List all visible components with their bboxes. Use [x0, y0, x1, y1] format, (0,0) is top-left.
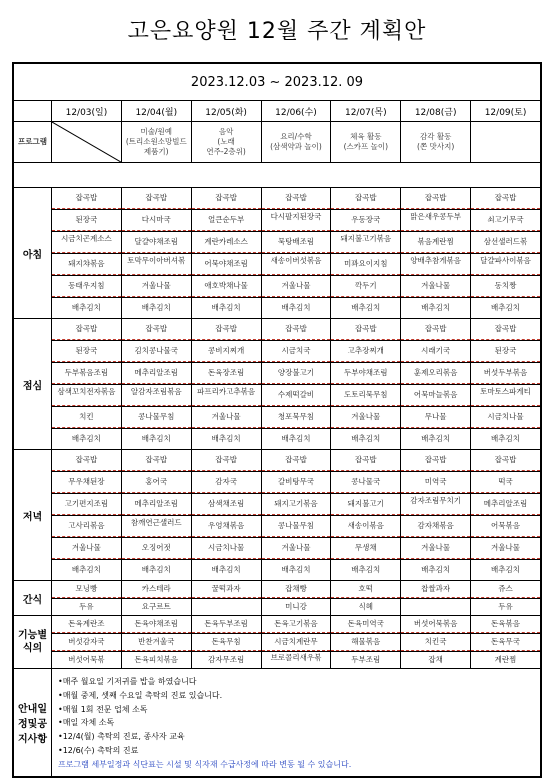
functional-cell: 돈육미역국 [331, 616, 401, 634]
page-title: 고은요양원 12월 주간 계획안 [127, 19, 427, 44]
functional-cell: 돈육무국 [471, 634, 541, 652]
dinner-cell: 겨울나물 [471, 538, 541, 560]
lunch-cell: 삼색꼬치전자볶음 [52, 385, 122, 407]
functional-cell: 브로콜리새우볶 [261, 652, 331, 669]
breakfast-cell: 양배추참게볶음 [401, 254, 471, 276]
functional-cell: 반찬겨울국 [121, 634, 191, 652]
breakfast-cell: 애호박채나물 [191, 276, 261, 298]
dinner-cell: 떡국 [471, 472, 541, 494]
lunch-cell: 시금치국 [261, 341, 331, 363]
dinner-cell: 돼지고기볶음 [261, 494, 331, 516]
program-cell: 감각 활동 (쫀 맛사지) [401, 122, 471, 163]
dinner-cell: 배추김치 [401, 560, 471, 581]
functional-cell: 버섯감자국 [52, 634, 122, 652]
breakfast-cell: 미꽈요이지침 [331, 254, 401, 276]
breakfast-cell: 배추김치 [191, 298, 261, 319]
lunch-cell: 무나물 [401, 407, 471, 429]
breakfast-cell: 돼지챠볶음 [52, 254, 122, 276]
notice-footer: 프로그램 세부일정과 식단표는 시설 및 식자재 수급사정에 따라 변동 될 수 있습니다. [58, 759, 352, 769]
snack-cell: 두유 [52, 599, 122, 616]
dinner-cell: 갈비탕무국 [261, 472, 331, 494]
dinner-cell: 참깨연근샐러드 [121, 516, 191, 538]
lunch-cell: 배추김치 [52, 429, 122, 450]
dinner-cell: 배추김치 [261, 560, 331, 581]
dinner-cell: 배추김치 [121, 560, 191, 581]
dinner-cell: 고기편지조림 [52, 494, 122, 516]
lunch-cell: 된장국 [471, 341, 541, 363]
plan-sheet [12, 62, 542, 778]
breakfast-cell: 겨울나물 [261, 276, 331, 298]
lunch-cell: 배추김치 [401, 429, 471, 450]
functional-cell: 감자무조림 [191, 652, 261, 669]
dinner-cell: 메추리알조림 [121, 494, 191, 516]
dinner-cell: 배추김치 [331, 560, 401, 581]
breakfast-cell: 달걀야채조림 [121, 232, 191, 254]
breakfast-cell: 잡곡밥 [401, 188, 471, 210]
lunch-cell: 잡곡밥 [52, 319, 122, 341]
lunch-cell: 어묵마늘볶음 [401, 385, 471, 407]
dinner-cell: 감자국 [191, 472, 261, 494]
snack-cell: 두유 [471, 599, 541, 616]
date-header: 12/05(화) [191, 101, 261, 122]
date-header: 12/03(일) [52, 101, 122, 122]
functional-cell: 돈육볶음 [471, 616, 541, 634]
date-header: 12/08(금) [401, 101, 471, 122]
notice-item: •12/4(월) 촉탁의 진료, 종사자 교육 [58, 732, 185, 742]
lunch-cell: 훈제오리볶음 [401, 363, 471, 385]
lunch-cell: 된장국 [52, 341, 122, 363]
date-header: 12/06(수) [261, 101, 331, 122]
dinner-cell: 고사리볶음 [52, 516, 122, 538]
breakfast-cell: 다시마국 [121, 210, 191, 232]
functional-cell: 돈육야채조림 [121, 616, 191, 634]
lunch-cell: 고추장찌개 [331, 341, 401, 363]
lunch-cell: 잡곡밥 [331, 319, 401, 341]
dinner-cell: 삼색채조림 [191, 494, 261, 516]
functional-cell: 해물볶음 [331, 634, 401, 652]
dinner-cell: 겨울나물 [261, 538, 331, 560]
breakfast-cell: 잡곡밥 [471, 188, 541, 210]
breakfast-cell: 잡곡밥 [331, 188, 401, 210]
dinner-cell: 감자조림무치기 [401, 494, 471, 516]
corner-cell [14, 101, 52, 122]
snack-cell: 요구르트 [121, 599, 191, 616]
program-cell: 요리/수학 (삼색약과 놀이) [261, 122, 331, 163]
dinner-cell: 배추김치 [191, 560, 261, 581]
snack-cell: 꿀떡과자 [191, 581, 261, 599]
program-cell [471, 122, 541, 163]
snack-cell: 모닝빵 [52, 581, 122, 599]
dinner-cell: 콩나물국 [331, 472, 401, 494]
dinner-label: 저녁 [14, 450, 52, 581]
breakfast-cell: 잡곡밥 [191, 188, 261, 210]
breakfast-cell: 배추김치 [401, 298, 471, 319]
lunch-cell: 김치콩나물국 [121, 341, 191, 363]
breakfast-cell: 달걀파사이볶음 [471, 254, 541, 276]
snack-cell: 호떡 [331, 581, 401, 599]
functional-cell: 잡채 [401, 652, 471, 669]
lunch-cell: 잡곡밥 [471, 319, 541, 341]
lunch-cell: 잡곡밥 [261, 319, 331, 341]
lunch-cell: 두부야채조림 [331, 363, 401, 385]
notice-item: •매월 중제, 셋째 수요일 촉탁의 진료 있습니다. [58, 690, 223, 700]
dinner-cell: 어묵볶음 [471, 516, 541, 538]
breakfast-cell: 배추김치 [331, 298, 401, 319]
snack-cell: 쥬스 [471, 581, 541, 599]
program-cell: 음악 (노래 연주-2층위) [191, 122, 261, 163]
dinner-cell: 시금치나물 [191, 538, 261, 560]
program-label: 프로그램 [14, 122, 52, 163]
dinner-cell: 콩나물무침 [261, 516, 331, 538]
breakfast-cell: 된장국 [52, 210, 122, 232]
dinner-cell: 돼지불고기 [331, 494, 401, 516]
week-period: 2023.12.03 ~ 2023.12. 09 [14, 64, 541, 101]
dinner-cell: 잡곡밥 [471, 450, 541, 472]
functional-cell: 돈육두부조림 [191, 616, 261, 634]
program-cell: 미술/원예 (트리소원소망빌드 제품기) [121, 122, 191, 163]
dinner-cell: 겨울나물 [52, 538, 122, 560]
snack-cell: 미니강 [261, 599, 331, 616]
dinner-cell: 잡곡밥 [331, 450, 401, 472]
breakfast-cell: 배추김치 [261, 298, 331, 319]
lunch-cell: 수제떡갈비 [261, 385, 331, 407]
breakfast-cell: 배추김치 [52, 298, 122, 319]
snack-cell [191, 599, 261, 616]
lunch-cell: 잡곡밥 [191, 319, 261, 341]
dinner-cell: 배추김치 [471, 560, 541, 581]
dinner-cell: 겨울나물 [401, 538, 471, 560]
lunch-cell: 배추김치 [331, 429, 401, 450]
breakfast-cell: 우동장국 [331, 210, 401, 232]
breakfast-cell: 동태우지침 [52, 276, 122, 298]
lunch-cell: 잡곡밥 [401, 319, 471, 341]
lunch-cell: 콩비지찌개 [191, 341, 261, 363]
notice-label [14, 669, 52, 777]
notice-content [52, 669, 541, 777]
dinner-cell: 잡곡밥 [52, 450, 122, 472]
dinner-cell: 무생채 [331, 538, 401, 560]
spacer-row [14, 163, 541, 188]
functional-cell: 버섯어묵볶 [52, 652, 122, 669]
breakfast-cell: 묵탕배조림 [261, 232, 331, 254]
dinner-cell: 새송이볶음 [331, 516, 401, 538]
functional-label: 기능별식의 [14, 616, 52, 669]
dinner-cell: 무우채된장 [52, 472, 122, 494]
notice-item: •매월 1회 전문 업체 소독 [58, 704, 148, 714]
snack-cell: 찹쌀과자 [401, 581, 471, 599]
lunch-cell: 겨울나물 [191, 407, 261, 429]
lunch-cell: 시래기국 [401, 341, 471, 363]
breakfast-cell: 맑은새우콩두부 [401, 210, 471, 232]
breakfast-label: 아침 [14, 188, 52, 319]
lunch-cell: 치킨 [52, 407, 122, 429]
lunch-cell: 청포묵무침 [261, 407, 331, 429]
dinner-cell: 잡곡밥 [121, 450, 191, 472]
breakfast-cell: 잡곡밥 [52, 188, 122, 210]
lunch-cell: 배추김치 [191, 429, 261, 450]
breakfast-cell: 배추김치 [121, 298, 191, 319]
breakfast-cell: 쇠고기무국 [471, 210, 541, 232]
program-empty-cell [52, 122, 122, 163]
breakfast-cell: 토막무이아버셔볶 [121, 254, 191, 276]
lunch-cell: 양장불고기 [261, 363, 331, 385]
breakfast-cell: 겨울나물 [401, 276, 471, 298]
lunch-cell: 배추김치 [121, 429, 191, 450]
functional-cell: 두부조림 [331, 652, 401, 669]
snack-label: 간식 [14, 581, 52, 616]
snack-cell: 카스테라 [121, 581, 191, 599]
lunch-cell: 돈육장조림 [191, 363, 261, 385]
date-header: 12/09(토) [471, 101, 541, 122]
functional-cell: 치킨국 [401, 634, 471, 652]
breakfast-cell: 배추김치 [471, 298, 541, 319]
notice-item: •12/6(수) 촉탁의 진료 [58, 745, 139, 755]
dinner-cell: 배추김치 [52, 560, 122, 581]
breakfast-cell: 다시팔지된장국 [261, 210, 331, 232]
dinner-cell: 감자채볶음 [401, 516, 471, 538]
notice-item: •매주 월요일 기저귀를 밥을 하였습니다 [58, 677, 197, 686]
functional-cell: 버섯어묵볶음 [401, 616, 471, 634]
lunch-cell: 알감자조림볶음 [121, 385, 191, 407]
dinner-cell: 홍어국 [121, 472, 191, 494]
dinner-cell: 메추리알조림 [471, 494, 541, 516]
breakfast-cell: 얼큰순두부 [191, 210, 261, 232]
breakfast-cell: 어묵야채조림 [191, 254, 261, 276]
functional-cell: 돈육피치볶음 [121, 652, 191, 669]
breakfast-cell: 삼선샐러드볶 [471, 232, 541, 254]
dinner-cell: 미역국 [401, 472, 471, 494]
notice-item: •매일 자체 소독 [58, 718, 115, 728]
breakfast-cell: 돼지불고기볶음 [331, 232, 401, 254]
breakfast-cell: 동치짱 [471, 276, 541, 298]
snack-cell: 잡채빵 [261, 581, 331, 599]
functional-cell: 돈육무침 [191, 634, 261, 652]
breakfast-cell: 새송이버섯볶음 [261, 254, 331, 276]
lunch-cell: 시금치나물 [471, 407, 541, 429]
breakfast-cell: 깍두기 [331, 276, 401, 298]
dinner-cell: 잡곡밥 [191, 450, 261, 472]
lunch-cell: 겨울나물 [331, 407, 401, 429]
lunch-cell: 버섯두부볶음 [471, 363, 541, 385]
breakfast-cell: 잡곡밥 [261, 188, 331, 210]
functional-cell: 돈육계란조 [52, 616, 122, 634]
program-cell: 체육 활동 (스카프 놀이) [331, 122, 401, 163]
lunch-cell: 콩나물무침 [121, 407, 191, 429]
lunch-cell: 도토리묵무침 [331, 385, 401, 407]
dinner-cell: 잡곡밥 [261, 450, 331, 472]
lunch-cell: 잡곡밥 [121, 319, 191, 341]
lunch-cell: 파프리카고추볶음 [191, 385, 261, 407]
lunch-cell: 메추리알조림 [121, 363, 191, 385]
lunch-cell: 두부볶음조림 [52, 363, 122, 385]
lunch-label: 점심 [14, 319, 52, 450]
functional-cell: 돈육고기볶음 [261, 616, 331, 634]
lunch-cell: 배추김치 [471, 429, 541, 450]
breakfast-cell: 겨울나물 [121, 276, 191, 298]
functional-cell: 계란찜 [471, 652, 541, 669]
breakfast-cell: 시금치곤계소스 [52, 232, 122, 254]
dinner-cell: 오징어젓 [121, 538, 191, 560]
dinner-cell: 우엉채볶음 [191, 516, 261, 538]
breakfast-cell: 볶음계란찜 [401, 232, 471, 254]
dinner-cell: 잡곡밥 [401, 450, 471, 472]
snack-cell: 식혜 [331, 599, 401, 616]
functional-cell: 시금치계란무 [261, 634, 331, 652]
breakfast-cell: 계란카레소스 [191, 232, 261, 254]
lunch-cell: 배추김치 [261, 429, 331, 450]
date-header: 12/04(월) [121, 101, 191, 122]
lunch-cell: 토마토스파게티 [471, 385, 541, 407]
breakfast-cell: 잡곡밥 [121, 188, 191, 210]
notice-label-text: 안내일정및공지사항 [18, 703, 47, 745]
date-header: 12/07(목) [331, 101, 401, 122]
plan-table [13, 63, 541, 777]
snack-cell [401, 599, 471, 616]
